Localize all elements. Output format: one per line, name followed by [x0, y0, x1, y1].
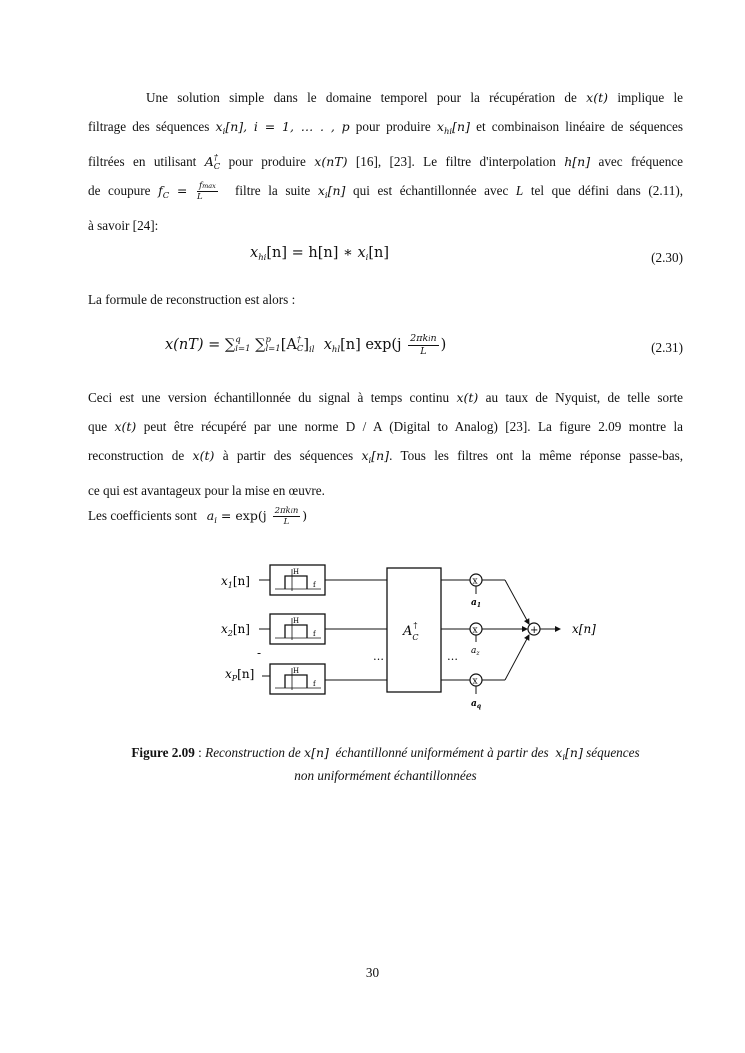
svg-text:H: H — [293, 617, 300, 625]
svg-text:f: f — [313, 581, 316, 589]
multiplier-2 — [470, 623, 482, 657]
equation-2-30: $x_{hi}[n] = h[n]$ ∗ $x_i[n]$ — [250, 245, 390, 263]
figure-caption-line-1: Figure 2.09 : Reconstruction de x[n] échantillonné uniformément à partir des $x_i[n]$ séquences — [131, 745, 640, 763]
page-number: 30 — [365, 965, 380, 980]
reconstruction-block-diagram — [215, 560, 635, 715]
paragraph-intro-line-5: à savoir [24]: — [88, 218, 159, 233]
paragraph-discussion-coefficients: Les coefficients sont $a_i = \exp(j$ $\frac{\text{2πkin}}{L}$ ) — [88, 506, 308, 528]
svg-text:x: x — [472, 676, 478, 687]
matrix-block — [387, 568, 441, 692]
cutoff-fraction: $\frac{fmax}{L}$ — [196, 181, 216, 203]
paragraph-discussion-line-1: Ceci est une version échantillonnée du signal à temps continu x(t) au taux de Nyquist, de telle sorte — [88, 390, 683, 405]
output-label: x[n] — [572, 622, 596, 636]
equation-number-2-31: (2.31) — [651, 340, 683, 355]
filter-box-1 — [270, 565, 325, 595]
multiplier-1 — [470, 574, 482, 609]
coefficient-a2: $a_z$ — [471, 646, 480, 657]
paragraph-intro — [88, 83, 683, 240]
equation-number-2-30: (2.30) — [651, 250, 683, 265]
svg-text:H: H — [293, 568, 300, 576]
paragraph-reconstruction-formula-text: La formule de reconstruction est alors : — [88, 292, 296, 307]
svg-text:H: H — [293, 667, 300, 675]
svg-text:x: x — [472, 576, 478, 587]
paragraph-intro-line-3: filtrées en utilisant A † C pour produire x(nT) [16], [23]. Le filtre d'interpolation h[n] avec fréquence — [88, 153, 684, 172]
svg-text:f: f — [313, 630, 316, 638]
matrix-input-ellipsis: … — [373, 650, 384, 663]
matrix-output-ellipsis: … — [447, 650, 458, 663]
paragraph-reconstruction-formula — [88, 285, 683, 314]
filter-box-2 — [270, 614, 325, 644]
input-label-x1: $x_1[n]$ — [221, 574, 250, 590]
paragraph-discussion-line-3: reconstruction de x(t) à partir des séquences $x_i[n]$. Tous les filtres ont la même réponse passe-bas, — [88, 448, 684, 466]
input-label-x2: $x_2[n]$ — [221, 622, 250, 638]
paragraph-intro-line-1: Une solution simple dans le domaine temporel pour la récupération de x(t) implique le — [146, 90, 684, 105]
filter-box-p — [270, 664, 325, 694]
paragraph-discussion-line-2: que x(t) peut être récupéré par une norme D / A (Digital to Analog) [23]. La figure 2.09 montre la — [88, 419, 684, 434]
paragraph-intro-line-2: filtrage des séquences $x_i[n]$, i = 1, … . , p pour produire $x_{hi}[n]$ et combinaison linéaire de séquences — [88, 119, 683, 137]
input-label-xp: $x_P[n]$ — [225, 667, 255, 683]
equation-2-31: x(nT) = ∑ q i=1 ∑ p l=1 [A † C ]$_{il}$ $x_{hl}[n]$ exp(j $\frac{\text{2πkin}}{L}$ ) — [165, 333, 447, 357]
paragraph-intro-line-4: de coupure $f_C$ = $\frac{fmax}{L}$ filtre la suite $x_i[n]$ qui est échantillonnée avec L tel que défini dans (2.11), — [88, 181, 684, 203]
matrix-label: A† C — [403, 621, 419, 642]
paragraph-discussion — [88, 383, 683, 532]
svg-text:+: + — [530, 625, 539, 636]
figure-caption-line-2: non uniformément échantillonnées — [294, 768, 477, 783]
paragraph-discussion-line-4: ce qui est avantageux pour la mise en œuvre. — [88, 483, 325, 498]
multiplier-q — [470, 674, 482, 710]
figure-caption — [88, 744, 683, 784]
svg-text:x: x — [472, 625, 478, 636]
input-ellipsis-dot: - — [257, 646, 262, 660]
coefficient-aq: $a_q$ — [471, 699, 482, 710]
svg-text:f: f — [313, 680, 316, 688]
coefficient-a1: $a_1$ — [471, 598, 482, 609]
summer-node — [528, 623, 540, 636]
